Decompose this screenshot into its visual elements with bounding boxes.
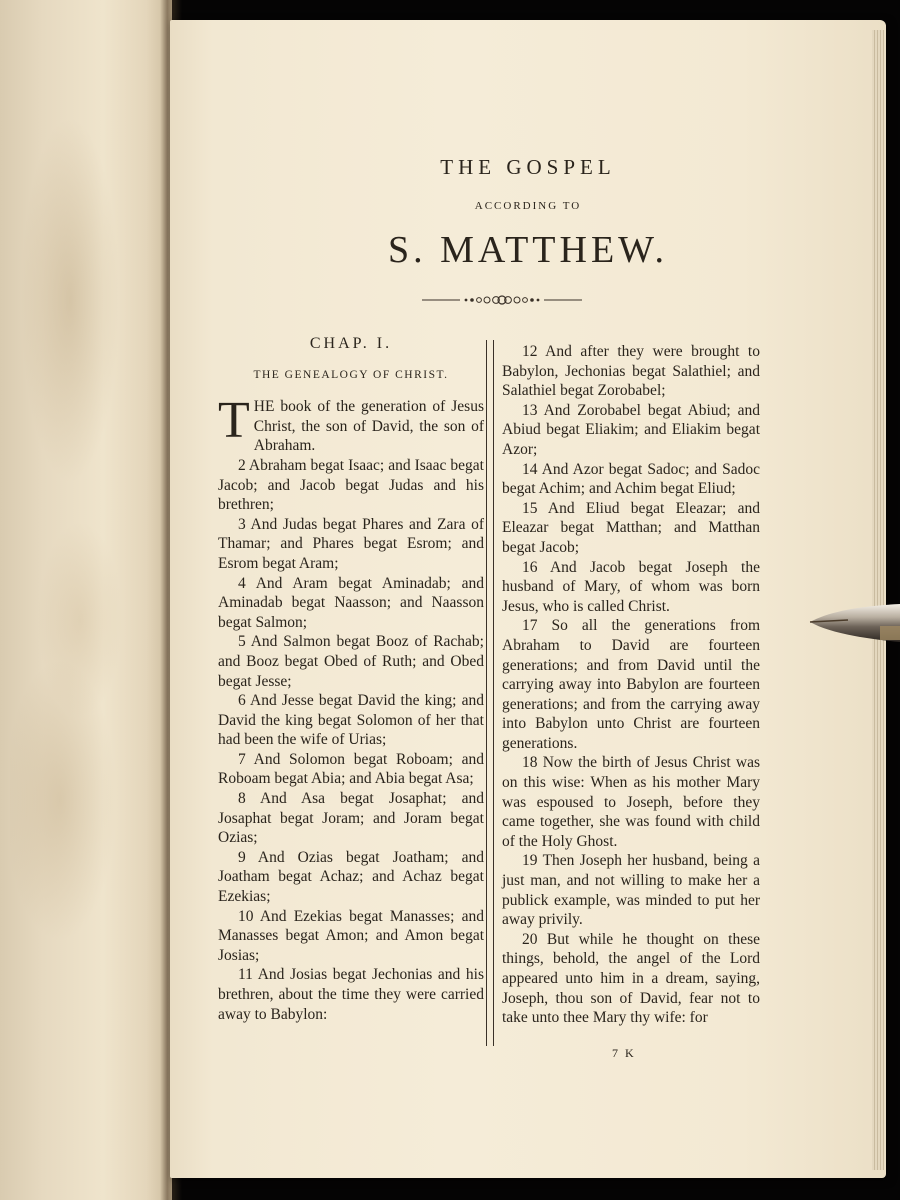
gospel-title: THE GOSPEL <box>440 155 616 179</box>
verse-paragraph: 18 Now the birth of Jesus Christ was on this wise: When as his mother Mary was espoused to Joseph, before they came together, she was found with child of the Holy Ghost. <box>502 754 760 850</box>
verse-paragraph: 10 And Ezekias begat Manasses; and Manasses begat Amon; and Amon begat Josias; <box>218 907 484 964</box>
verse-paragraph: 19 Then Joseph her husband, being a just man, and not willing to make her a publick example, was minded to put her away privily. <box>502 852 760 929</box>
verse-paragraph: 13 And Zorobabel begat Abiud; and Abiud begat Eliakim; and Eliakim begat Azor; <box>502 401 760 458</box>
verse-paragraph: 6 And Jesse begat David the king; and David the king begat Solomon of her that had been the wife of Urias; <box>218 692 484 749</box>
verse-paragraph: 2 Abraham begat Isaac; and Isaac begat Jacob; and Jacob begat Judas and his brethren; <box>218 456 484 514</box>
verse-1-text: HE book of the generation of Jesus Christ, the son of David, the son of Abraham. <box>253 398 484 455</box>
column-rule <box>486 340 494 1046</box>
verse-paragraph: 16 And Jacob begat Joseph the husband of Mary, of whom was born Jesus, who is called Christ. <box>502 558 760 615</box>
first-verse <box>218 392 484 456</box>
right-text-column <box>502 342 760 1028</box>
verse-paragraph: 8 And Asa begat Josaphat; and Josaphat begat Joram; and Joram begat Ozias; <box>218 790 484 847</box>
verse-paragraph: 14 And Azor begat Sadoc; and Sadoc begat Achim; and Achim begat Eliud; <box>502 460 760 498</box>
book-name-title: S. MATTHEW. <box>387 229 669 271</box>
ornament-divider <box>422 292 582 308</box>
chapter-heading: CHAP. I. <box>309 335 393 352</box>
verse-paragraph: 20 But while he thought on these things, behold, the angel of the Lord appeared unto him in a dream, saying, Joseph, thou son of David, fear not to take unto thee Mary thy wife: for <box>502 930 760 1027</box>
pen-nib-icon <box>808 598 900 648</box>
signature-mark: 7 K <box>612 1046 636 1060</box>
left-verse-list <box>218 456 484 1024</box>
verse-paragraph: 3 And Judas begat Phares and Zara of Thamar; and Phares begat Esrom; and Esrom begat Aram; <box>218 515 484 572</box>
verse-paragraph: 15 And Eliud begat Eleazar; and Eleazar begat Matthan; and Matthan begat Jacob; <box>502 499 760 556</box>
verse-paragraph: 7 And Solomon begat Roboam; and Roboam begat Abia; and Abia begat Asa; <box>218 750 484 788</box>
verse-paragraph: 12 And after they were brought to Babylon, Jechonias begat Salathiel; and Salathiel begat Zorobabel; <box>502 343 760 400</box>
facing-page <box>0 0 172 1200</box>
verse-paragraph: 9 And Ozias begat Joatham; and Joatham begat Achaz; and Achaz begat Ezekias; <box>218 848 484 906</box>
section-heading: THE GENEALOGY OF CHRIST. <box>253 368 449 381</box>
left-text-column <box>218 334 484 1024</box>
verse-paragraph: 11 And Josias begat Jechonias and his brethren, about the time they were carried away to Babylon: <box>218 966 484 1023</box>
according-to-subtitle: ACCORDING TO <box>474 200 582 212</box>
right-verse-list <box>502 342 760 1028</box>
verse-paragraph: 4 And Aram begat Aminadab; and Aminadab begat Naasson; and Naasson begat Salmon; <box>218 574 484 631</box>
verse-paragraph: 17 So all the generations from Abraham to David are fourteen generations; and from David until the carrying away into Babylon are fourteen generations; and from the carrying away into Babylon unto Christ are fourteen generations. <box>502 617 760 752</box>
verse-paragraph: 5 And Salmon begat Booz of Rachab; and Booz begat Obed of Ruth; and Obed begat Jesse; <box>218 633 484 690</box>
drop-cap: T <box>218 392 250 450</box>
